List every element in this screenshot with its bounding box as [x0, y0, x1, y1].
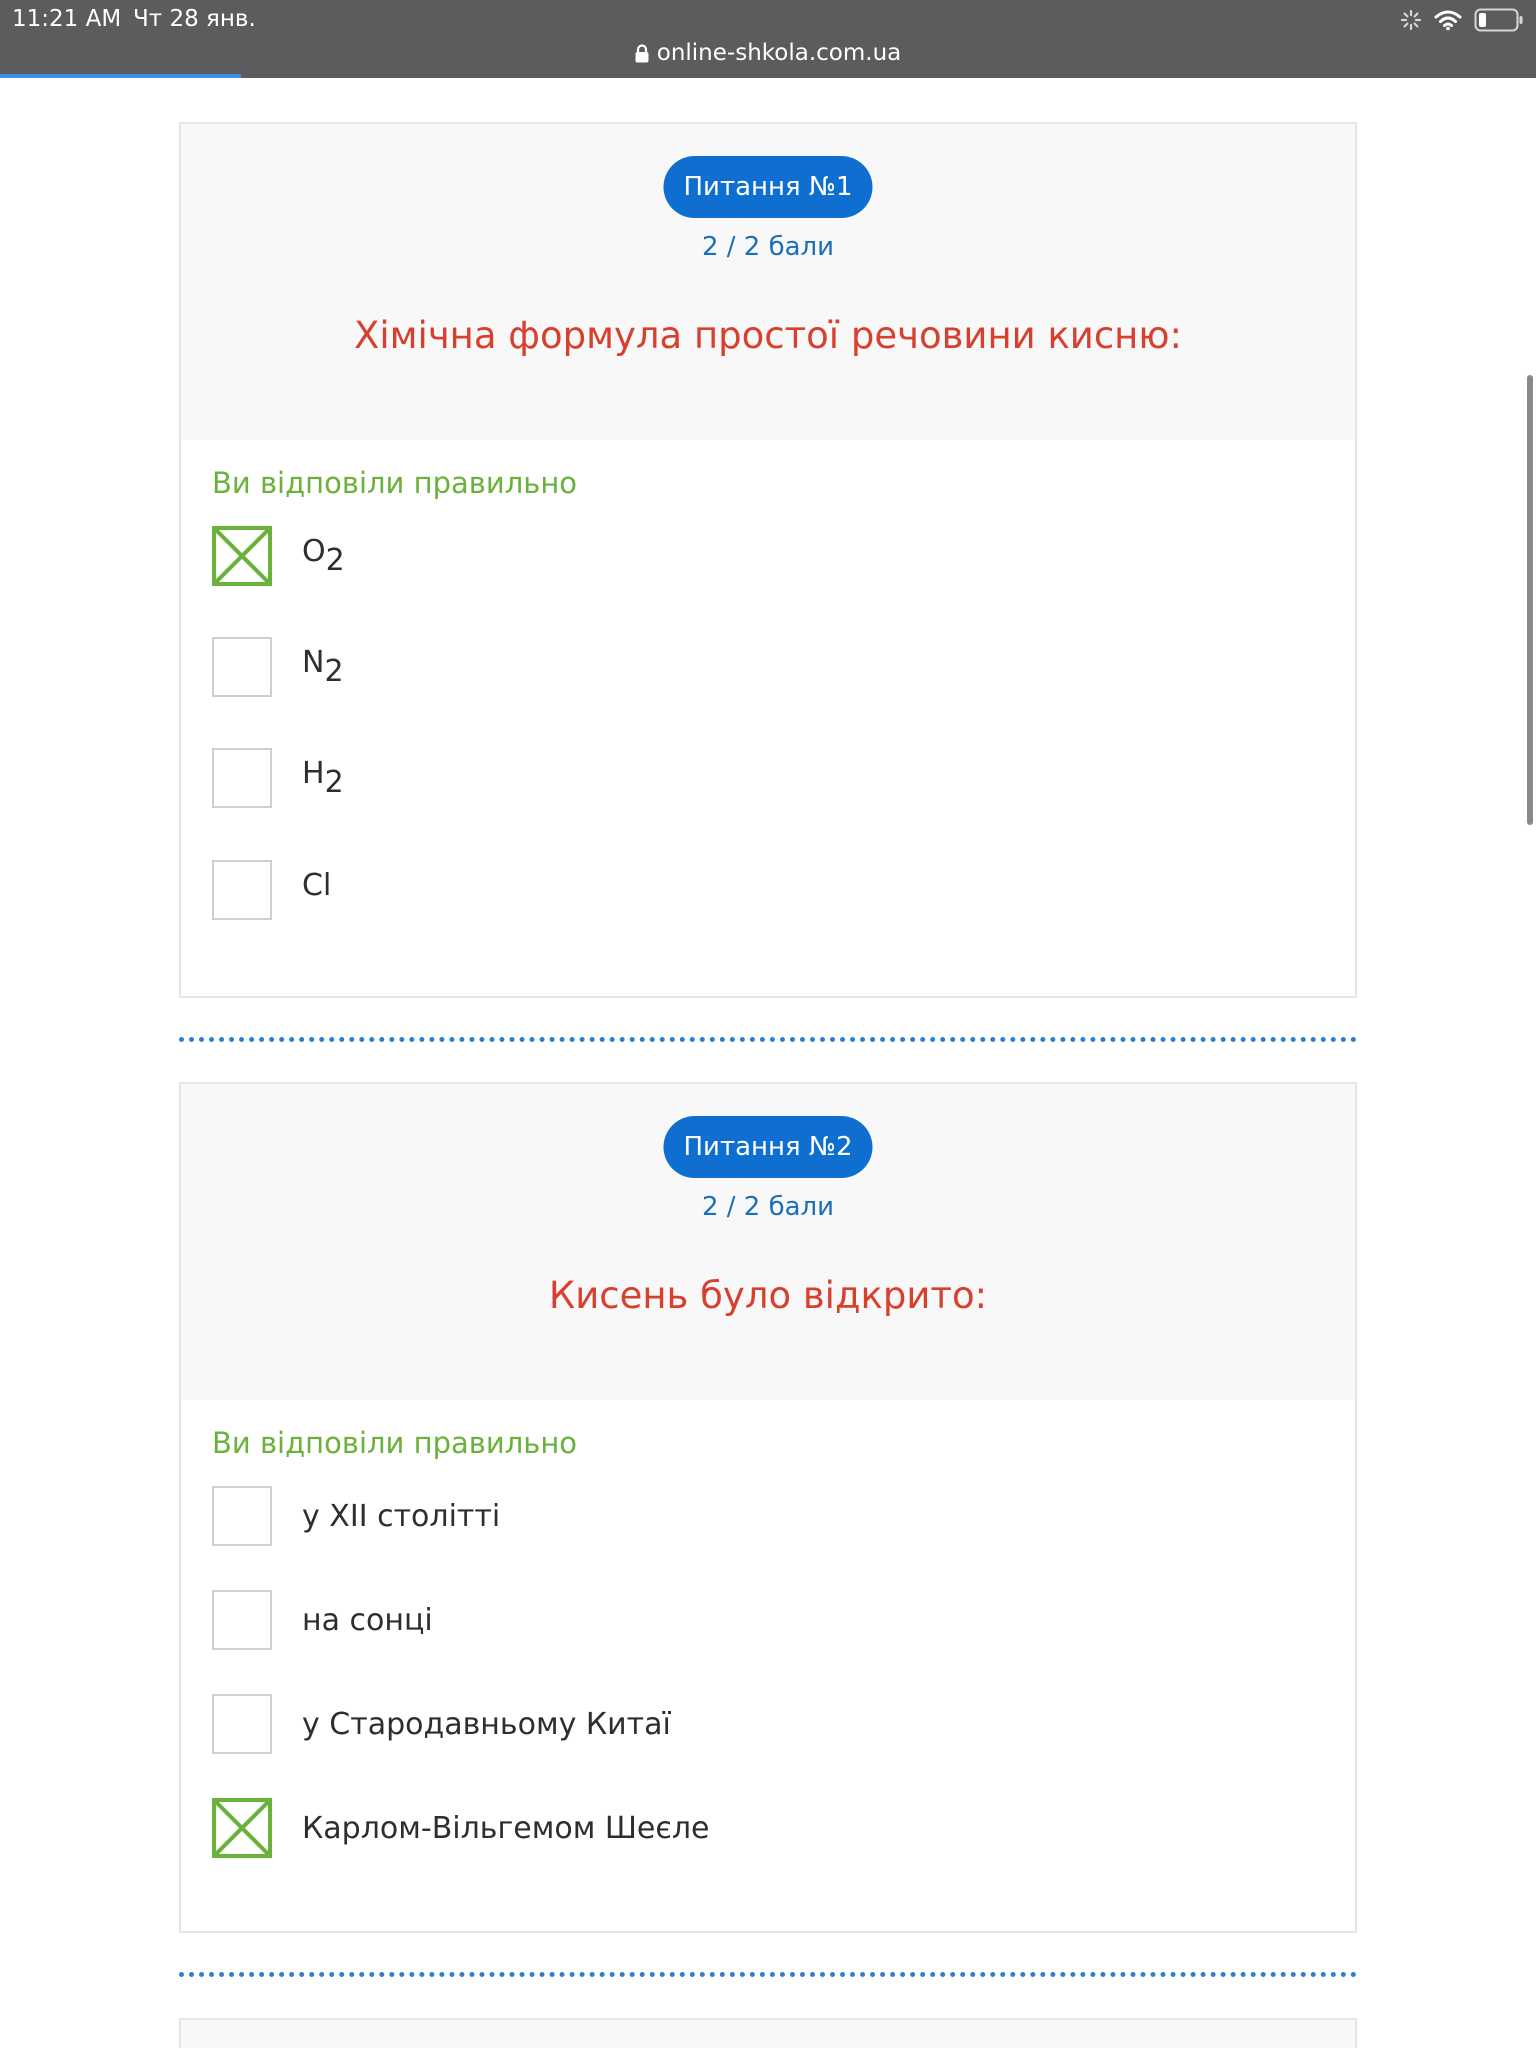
status-icons: [1400, 8, 1524, 32]
question-card-1: [179, 122, 1357, 998]
wifi-icon: [1434, 9, 1462, 31]
question-card-3: [179, 2018, 1357, 2048]
question-score: 2 / 2 бали: [701, 232, 835, 262]
question-separator: [179, 1972, 1357, 1977]
answer-result-text: Ви відповіли правильно: [212, 466, 578, 500]
address-bar[interactable]: [0, 40, 1536, 69]
lock-icon: [635, 43, 649, 69]
question-header: [181, 1084, 1355, 1400]
page-load-progress: [0, 74, 241, 78]
answer-label: на сонці: [302, 1602, 433, 1638]
answer-area: [181, 1400, 1355, 1931]
answer-label: Карлом-Вільгемом Шеєле: [302, 1810, 710, 1846]
battery-icon: [1474, 8, 1524, 32]
answer-option[interactable]: [212, 1486, 500, 1546]
question-header: [181, 124, 1355, 440]
answer-label: у ХІІ столітті: [302, 1498, 501, 1534]
question-separator: [179, 1037, 1357, 1042]
url-text: online-shkola.com.ua: [656, 40, 902, 66]
question-score: 2 / 2 бали: [701, 1192, 835, 1222]
check-cross-icon: [216, 530, 268, 582]
answer-option[interactable]: [212, 1590, 433, 1650]
question-number-badge: Питання №2: [663, 1116, 872, 1178]
check-cross-icon: [216, 1802, 268, 1854]
answer-checkbox-checked[interactable]: [212, 526, 272, 586]
answer-option[interactable]: [212, 1798, 710, 1858]
question-card-2: [179, 1082, 1357, 1933]
answer-option[interactable]: [212, 860, 331, 920]
status-bar: [0, 0, 1536, 78]
answer-option[interactable]: [212, 1694, 671, 1754]
page-scrollbar[interactable]: [1527, 375, 1533, 825]
answer-checkbox-checked[interactable]: [212, 1798, 272, 1858]
answer-checkbox[interactable]: [212, 1694, 272, 1754]
answer-label: $N_2$: [302, 645, 344, 689]
answer-option[interactable]: [212, 748, 344, 808]
answer-checkbox[interactable]: [212, 1590, 272, 1650]
question-number-badge: Питання №1: [663, 156, 872, 218]
answer-label: у Стародавньому Китаї: [302, 1706, 671, 1742]
question-text: Кисень було відкрито:: [548, 1274, 988, 1317]
answer-label: Cl: [302, 868, 332, 903]
question-text: Хімічна формула простої речовини кисню:: [354, 314, 1182, 357]
answer-area: [181, 440, 1355, 996]
answer-checkbox[interactable]: [212, 1486, 272, 1546]
answer-result-text: Ви відповіли правильно: [212, 1426, 578, 1460]
status-date: Чт 28 янв.: [133, 6, 256, 32]
answer-label: $H_2$: [302, 756, 344, 800]
answer-option[interactable]: [212, 526, 345, 586]
answer-checkbox[interactable]: [212, 860, 272, 920]
question-header: [181, 2020, 1355, 2048]
answer-label: $O_2$: [302, 534, 345, 578]
answer-checkbox[interactable]: [212, 748, 272, 808]
answer-checkbox[interactable]: [212, 637, 272, 697]
answer-option[interactable]: [212, 637, 344, 697]
loading-spinner-icon: [1400, 9, 1422, 31]
status-time: 11:21 AM: [12, 6, 122, 32]
